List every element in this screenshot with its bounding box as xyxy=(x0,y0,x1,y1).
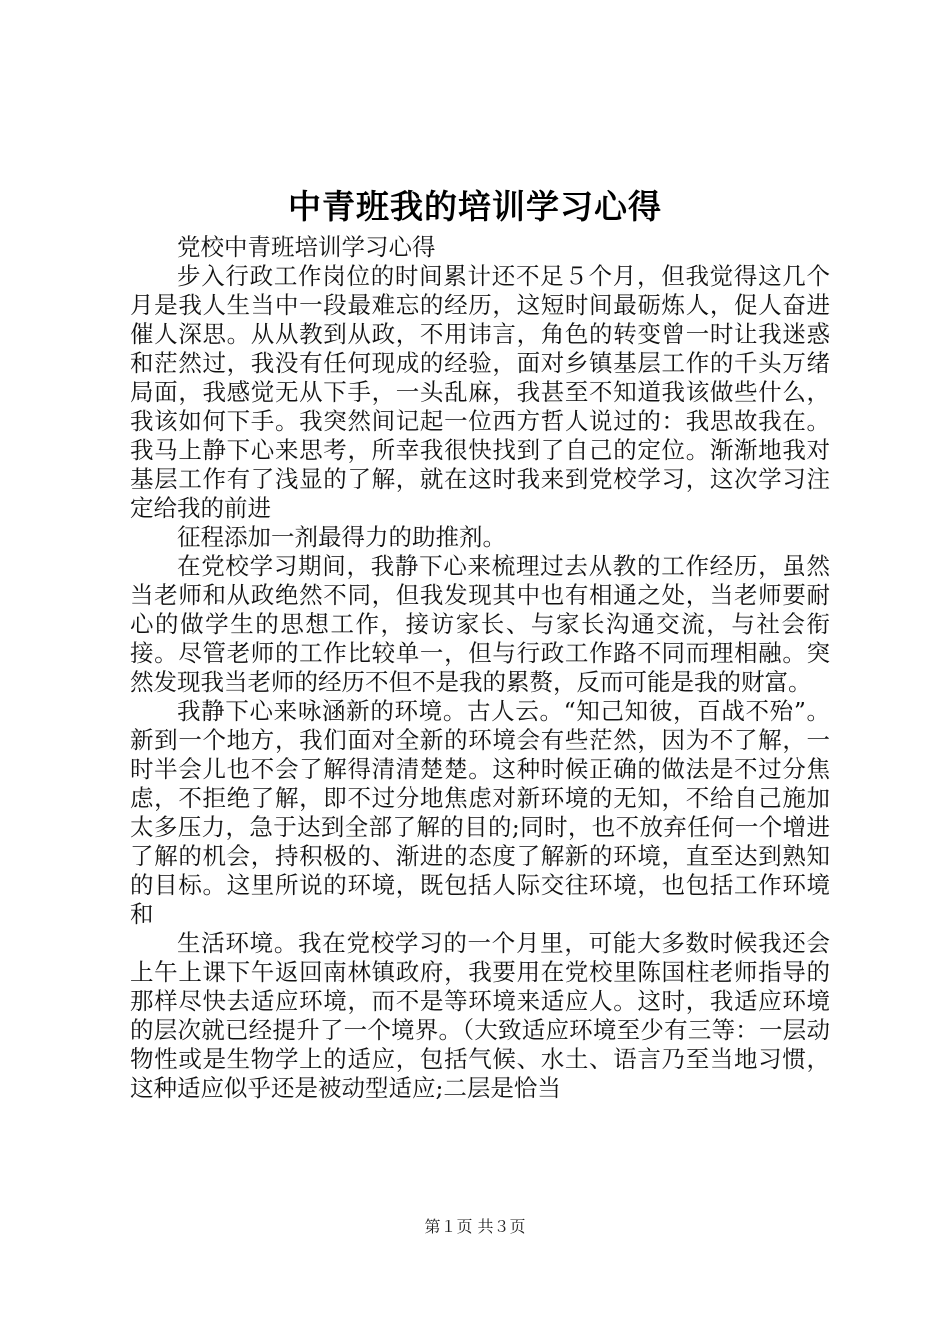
paragraph-1: 步入行政工作岗位的时间累计还不足５个月，但我觉得这几个月是我人生当中一段最难忘的经历，这短时间最砺炼人，促人奋进催人深思。从从教到从政，不用讳言，角色的转变曾一时让我迷惑和茫然过，我没有任何现成的经验，面对乡镇基层工作的千头万绪局面，我感觉无从下手，一头乱麻，我甚至不知道我该做些什么，我该如何下手。我突然间记起一位西方哲人说过的：我思故我在。我马上静下心来思考，所幸我很快找到了自己的定位。渐渐地我对基层工作有了浅显的了解，就在这时我来到党校学习，这次学习注定给我的前进 xyxy=(130,262,830,522)
document-body xyxy=(130,233,830,1103)
paragraph-4: 我静下心来咏涵新的环境。古人云。“知己知彼，百战不殆”。新到一个地方，我们面对全新的环境会有些茫然，因为不了解，一时半会儿也不会了解得清清楚楚。这种时候正确的做法是不过分焦虑，不拒绝了解，即不过分地焦虑对新环境的无知，不给自己施加太多压力，急于达到全部了解的目的;同时，也不放弃任何一个增进了解的机会，持积极的、渐进的态度了解新的环境，直至达到熟知的目标。这里所说的环境，既包括人际交往环境，也包括工作环境和 xyxy=(130,697,830,928)
page-title: 中青班我的培训学习心得 xyxy=(288,187,662,226)
page-number-footer: 第１页 共３页 xyxy=(424,1217,526,1236)
paragraph-5: 生活环境。我在党校学习的一个月里，可能大多数时候我还会上午上课下午返回南林镇政府，我要用在党校里陈国柱老师指导的那样尽快去适应环境，而不是等环境来适应人。这时，我适应环境的层次就已经提升了一个境界。（大致适应环境至少有三等：一层动物性或是生物学上的适应，包括气候、水土、语言乃至当地习惯，这种适应似乎还是被动型适应;二层是恰当 xyxy=(130,929,830,1102)
paragraph-3: 在党校学习期间，我静下心来梳理过去从教的工作经历，虽然当老师和从政绝然不同，但我发现其中也有相通之处，当老师要耐心的做学生的思想工作，接访家长、与家长沟通交流，与社会衔接。尽管老师的工作比较单一，但与行政工作路不同而理相融。突然发现我当老师的经历不但不是我的累赘，反而可能是我的财富。 xyxy=(130,552,830,696)
paragraph-subtitle: 党校中青班培训学习心得 xyxy=(177,233,436,261)
paragraph-2: 征程添加一剂最得力的助推剂。 xyxy=(177,523,506,551)
